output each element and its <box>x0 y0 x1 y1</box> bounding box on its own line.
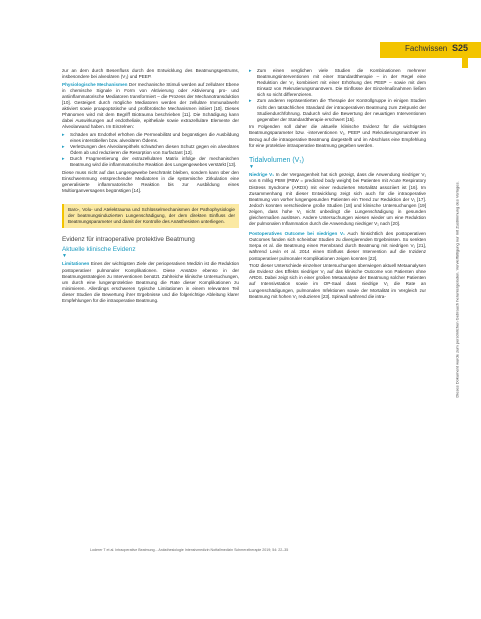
copyright-note <box>454 90 460 490</box>
page-number: S25 <box>452 43 469 53</box>
header-section: Fachwissen <box>405 44 448 53</box>
footer-citation: Loderer T et al. Intraoperative Beatmung... Anästhesiologie Intensivmedizin Notfallmedizin Schmerztherapie 2019; 54: 22–35 <box>90 548 289 552</box>
limitations-text: Eines der wichtigsten Ziele der perioperativen Medizin ist die Reduktion postoperativer pulmonaler Komplikationen. Diese Ansätze ebenso in der Beatmungsstrategien zu Interventionen benützt. Zahlreiche klinische Untersuchungen, um durch eine lungenprotektive Beatmung die Rate dieser Komplikationen zu minimieren. Allerdings erschweren typische Limitationen in einem relevanten Teil dieser Studien die Bewertung ihrer Ergebnisse und die folgerichtige Ableitung klarer Empfehlungen für die intraoperative Beatmung. <box>62 261 239 304</box>
right-column <box>249 68 426 301</box>
arrow-down-icon: ▼ <box>249 164 254 171</box>
outcome-paragraph-2: Trotz dieser Unterschiede einzelner Untersuchungen überwiegen aktuell Metaanalysen die Evidenz des Effekts niedriger V₁ auf das klinische Outcome von Patienten ohne ARDS. Dabei zeigt sich in einer großen Metaanalyse der Beatmung solcher Patienten auf Intensivstation sowie im OP-Saal dass niedrige V₁ die Rate an Lungenschädigungen, pulmonalen Infektionen sowie der Mortalität im Vergleich zur Beatmung mit hohen V₁ reduzieren [23]. Spirwall während die intra- <box>249 263 426 299</box>
mechanisms-paragraph <box>62 82 239 131</box>
header-tab <box>462 58 468 68</box>
list-item: ▸ Schäden am Endothel erhöhen die Permeabilität und begünstigen die Ausbildung eines interstitiellen bzw. alveolären Ödems. <box>62 132 239 144</box>
low-vt-label: Niedrige V₁ <box>249 172 275 178</box>
low-vt-text: In der Vergangenheit hat sich gezeigt, dass die Anwendung niedriger V₁ von 6 ml/kg PBW (PBW = predicted body weight) bei Patienten mit Acute Respiratory Distress Syndrome (ARDS) mit einer reduzierten Mortalität assoziiert ist [16]. Im Zusammenhang mit dieser Entwicklung zeigt sich auch für die intraoperative Beatmung von vorher lungengesunden Patienten ein Trend zur Reduktion der V₁ [17]. Jedoch konnten verschiedene große Studien [18] und klinische Untersuchungen [19] zeigen, dass hohe V₁ nicht unbedingt die Lungenschädigung in gesunden gleichermaßen auslösen. Andere Untersuchungen wiesen wieder um eine Reduktion der pulmonalen Inflammation durch die Anwendung niedriger V₁ nach [20]. <box>249 172 426 227</box>
outcome-paragraph <box>249 231 426 261</box>
list-item: ▸ Verletzungen des Alveolarepithels schwächen diesen Schutz gegen ein alveoläres Ödem ab und reduzieren die Resorption von Surfactant [12]. <box>62 144 239 156</box>
limitations-label: Limitationen <box>62 261 90 267</box>
list-item: ▸ Durch Fragmentierung der extrazellulären Matrix infolge der mechanischen Beatmung wird die inflammatorische Reaktion des Lungengewebes verstärkt [13]. <box>62 156 239 168</box>
copyright-text: Dieses Dokument wurde zum persönlichen Gebrauch heruntergeladen. Vervielfältigung nur mit Zustimmung des Verlages. <box>454 181 460 398</box>
intro-paragraph: zur an dem durch Besenfluss durch den Entwicklung des Beatmungsgestrums, insbesondere bei alveolären (V₁) und PEEP. <box>62 68 239 80</box>
limitations-list <box>249 68 426 123</box>
mechanisms-text: Der mechanische Stimuli werden auf zellulärer Ebene in chemische Signale in Form von Aktivierung oder Aktivierung pro- und antiinflammatorische Mediatoren transformiert – die Prozess der Mechanotransduktion [10]. Gesteigert durch mögliche Mediatoren werden der zelluläre Immunabwehr aktiviert sowie proapoptotische und profibrotische Mechanismen initiiert [10]. Dieses Phänomen wird mit dem Begriff Biotrauma beschrieben [11]. Die Schädigung kann dabei Auswirkungen auf endotheliale, epitheliale sowie extrazelluläre Elemente der Alveolarwand haben. Im Einzelnen: <box>62 81 240 130</box>
subsection-title: Aktuelle klinische Evidenz <box>62 245 136 253</box>
arrow-down-icon: ▼ <box>62 253 67 260</box>
list-item: ▸ Zum anderen repräsentierten die Therapie der Kontrollgruppe in einigen Studien nicht den tatsächlichen Standard der intraoperativen Beatmung zum Zeitpunkt der Studiendurchführung. Dadurch wird die Bewertung der neuartigen Interventionen gegenüber der Standardtherapie erschwert [15]. <box>249 98 426 122</box>
summary-box: Baro-, Volu- und Atelektrauma und Schlüsselmechanismen der Pathophysiologie der beatmungsinduzierten Lungenschädigung, der dem direkten Einfluss der Beatmungsparameter und damit der Kontrolle des Anästhesisten unterliegen. <box>62 204 239 228</box>
low-vt-paragraph <box>249 172 426 227</box>
list-item: ▸ Zum einen verglichen viele Studien die Kombinationen mehrerer Beatmungsinterventionen mit einer Standardtherapie – in der Regel eine Reduktion der V₁ kombiniert mit einer Erhöhung des PEEP – sowie mit dem Einsatz von Rekrutierungsmanövern. Die Einflüsse der Einzelmaßnahmen ließen sich so nicht differenzieren. <box>249 68 426 98</box>
mechanisms-list <box>62 132 239 169</box>
outcome-label: Postoperatives Outcome bei niedrigen V₁ <box>249 231 345 237</box>
following-paragraph: Im Folgenden soll daher die aktuelle klinische Evidenz für die wichtigsten Beatmungsparameter bzw. -interventionen V₁, PEEP und Rekrutierungsmanöver im Bezug auf die intraoperative Beatmung dargestellt und im Abschluss eine Empfehlung für eine protektive intraoperative Beatmung gegeben werden. <box>249 124 426 148</box>
limitations-paragraph <box>62 261 239 304</box>
mechanisms-label: Physiologische Mechanismen <box>62 81 128 87</box>
subsection-title-tidal: Tidalvolumen (V₁) <box>249 156 305 164</box>
outcome-text: Auch hinsichtlich des postoperativen Outcomes fanden sich scheinbar Studien zu divergierenden Ergebnissen. So senkten Serpa et al. die Beatmung einen Rennbrand durch Beatmung mit niedrigen V₁ [21], während Levin et al. 2014 einen Einfluss dieser Intervention auf die Inzidenz postoperativer pulmonaler Komplikationen zeigen konnten [22]. <box>249 231 426 261</box>
after-list-paragraph: Diese muss nicht auf das Lungengewebe beschränkt bleiben, sondern kann über den Einschwemmung entsprechender Mediatoren in die systemische Zirkulation eine generalisierte inflammatorische Reaktion bis zur Ausbildung eines Multiorganversagens begünstigen [14]. <box>62 170 239 194</box>
section-title: Evidenz für intraoperative protektive Beatmung <box>62 236 195 244</box>
left-column <box>62 68 239 306</box>
